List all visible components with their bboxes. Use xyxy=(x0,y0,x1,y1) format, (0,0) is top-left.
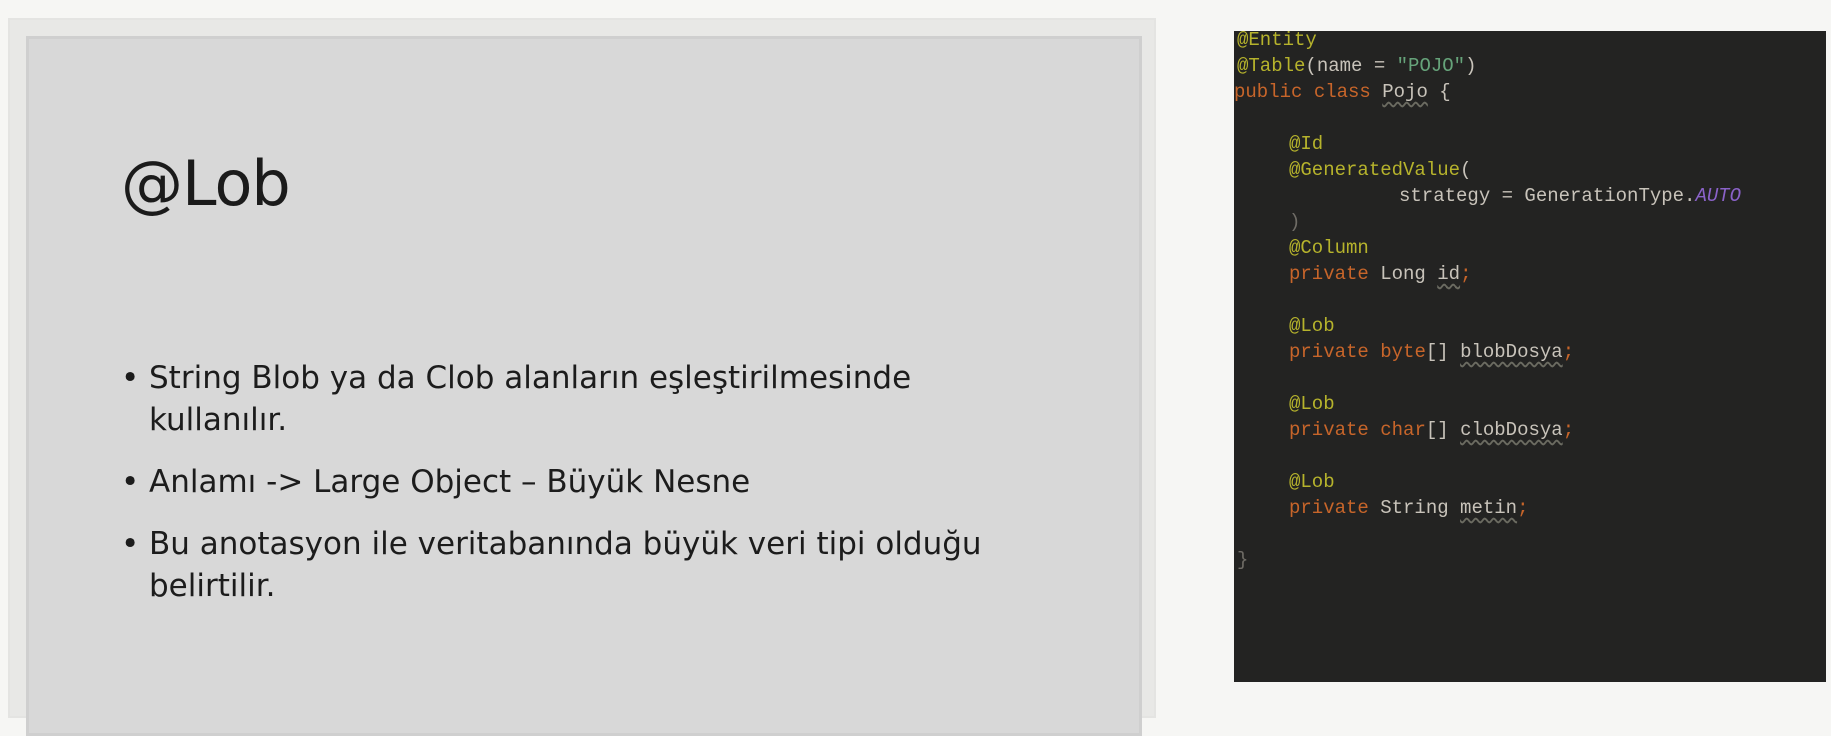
code-line xyxy=(1289,337,1574,367)
annotation-token: @Lob xyxy=(1289,393,1335,415)
type-token: Long xyxy=(1368,263,1438,285)
type-token: char xyxy=(1380,419,1426,441)
annotation-token: @GeneratedValue xyxy=(1289,159,1461,181)
identifier-token: id xyxy=(1437,263,1461,285)
keyword-token: private xyxy=(1289,341,1369,363)
slide xyxy=(26,36,1142,736)
string-token: "POJO" xyxy=(1396,55,1466,77)
annotation-token: @Lob xyxy=(1289,471,1335,493)
slide-frame xyxy=(8,18,1156,718)
bullet-item: • Anlamı -> Large Object – Büyük Nesne xyxy=(113,461,1053,503)
annotation-token: @Column xyxy=(1289,237,1369,259)
class-name-token: Pojo xyxy=(1382,81,1428,103)
annotation-token: @Table xyxy=(1237,55,1306,77)
constant-token: AUTO xyxy=(1695,185,1742,207)
bullet-list xyxy=(113,357,1053,627)
bracket-token: [] xyxy=(1425,419,1461,441)
identifier-token: clobDosya xyxy=(1460,419,1563,441)
bullet-item: • Bu anotasyon ile veritabanında büyük veri tipi olduğu belirtilir. xyxy=(113,523,1053,607)
semicolon-token: ; xyxy=(1562,341,1575,363)
semicolon-token: ; xyxy=(1562,419,1575,441)
semicolon-token: ; xyxy=(1517,497,1529,519)
paren-token: ) xyxy=(1289,211,1301,233)
code-panel xyxy=(1234,31,1826,682)
code-line xyxy=(1289,259,1471,289)
keyword-token: public class xyxy=(1234,81,1371,103)
keyword-token: private xyxy=(1289,497,1369,519)
code-line xyxy=(1289,415,1574,445)
code-line xyxy=(1237,545,1248,575)
type-token: byte xyxy=(1380,341,1426,363)
slide-title: @Lob xyxy=(121,147,290,220)
type-token: String xyxy=(1368,497,1461,519)
plain-token: strategy = GenerationType. xyxy=(1399,185,1696,207)
code-line xyxy=(1289,493,1528,523)
bullet-item: • String Blob ya da Clob alanların eşleştirilmesinde kullanılır. xyxy=(113,357,1053,441)
keyword-token: private xyxy=(1289,263,1369,285)
semicolon-token: ; xyxy=(1460,263,1472,285)
brace-token: { xyxy=(1427,81,1451,103)
plain-token: (name = xyxy=(1305,55,1397,77)
annotation-token: @Lob xyxy=(1289,315,1335,337)
bracket-token: [] xyxy=(1425,341,1461,363)
keyword-token: private xyxy=(1289,419,1369,441)
identifier-token: blobDosya xyxy=(1460,341,1563,363)
annotation-token: @Entity xyxy=(1237,31,1317,51)
code-line xyxy=(1399,181,1741,211)
identifier-token: metin xyxy=(1460,497,1518,519)
code-line xyxy=(1234,77,1451,107)
plain-token: ) xyxy=(1465,55,1477,77)
brace-token: } xyxy=(1237,549,1249,571)
annotation-token: @Id xyxy=(1289,133,1324,155)
paren-token: ( xyxy=(1460,159,1472,181)
